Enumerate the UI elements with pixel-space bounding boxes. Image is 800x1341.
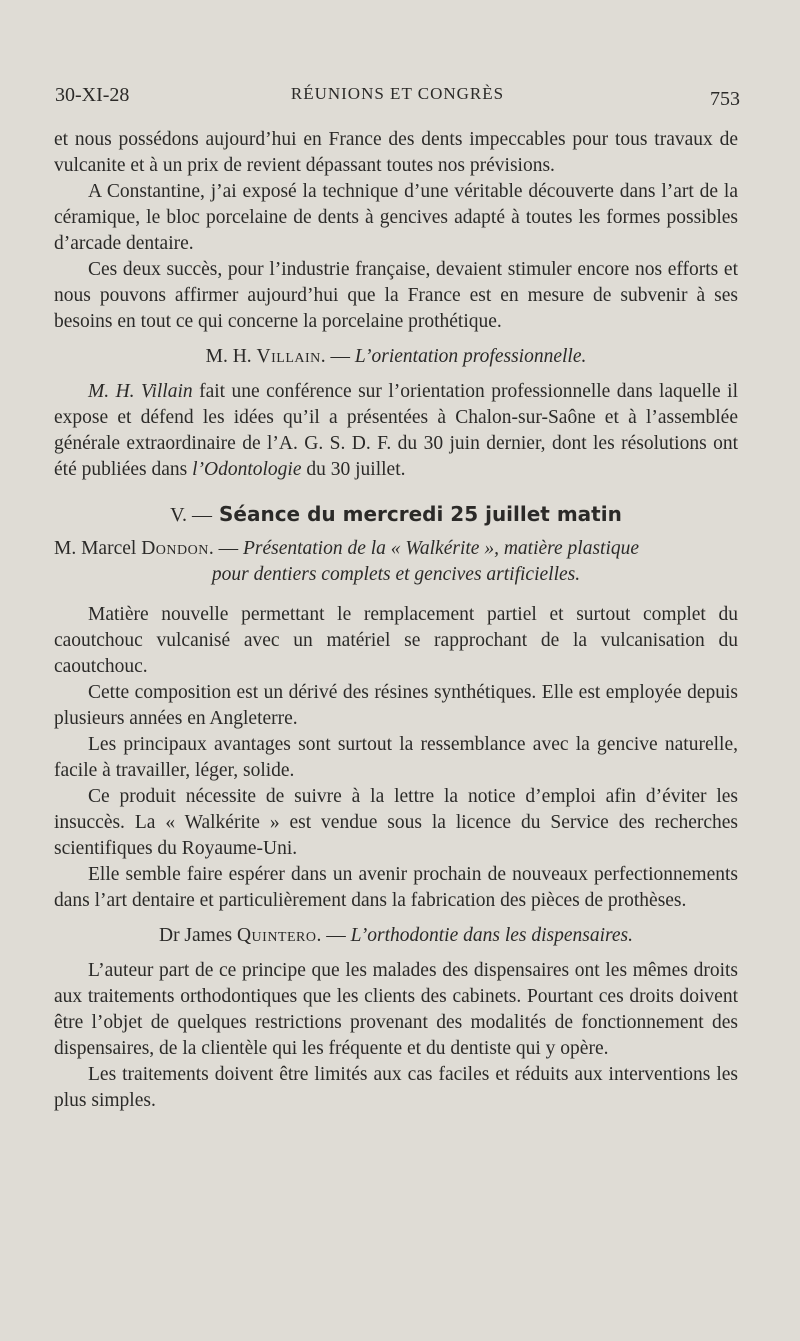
paragraph-3: Ces deux succès, pour l’industrie française, devaient stimuler encore nos efforts et nous pouvons affirmer aujourd’hui que la France est en mesure de subvenir à ses besoins en tout ce qui concerne la porcelaine prothétique.	[54, 259, 738, 332]
paragraph-8: Ce produit nécessite de suivre à la lettre la notice d’emploi afin d’éviter les insuccès. La « Walkérite » est vendue sous la licence du Service des recherches scientifiques du Royaume-Uni.	[54, 786, 738, 859]
section-title: Séance du mercredi 25 juillet matin	[219, 502, 622, 526]
talk-title-line-2: pour dentiers complets et gencives artificielles.	[211, 564, 581, 585]
paragraph-7: Les principaux avantages sont surtout la ressemblance avec la gencive naturelle, facile à travailler, léger, solide.	[54, 734, 738, 781]
talk-author-prefix: M. Marcel	[54, 538, 137, 559]
speaker-name: M. H. Villain	[88, 381, 193, 402]
paragraph-11: Les traitements doivent être limités aux cas faciles et réduits aux interventions les plus simples.	[54, 1064, 738, 1111]
talk-dash: . —	[316, 925, 346, 946]
paragraph-4-tail: du 30 juillet.	[301, 459, 406, 480]
page-number: 753	[710, 88, 740, 110]
section-heading	[54, 501, 738, 528]
section-number: V. —	[170, 504, 213, 526]
paragraph-4-text: fait une conférence sur l’orientation professionnelle dans laquelle il expose et défend les idées qu’il a présentées à Chalon-sur-Saône et à l’assemblée générale extraordinaire de l’A. G. S. D. F. du 30 juin dernier, dont les résolutions ont été publiées dans	[54, 381, 738, 480]
talk-author-prefix: M. H.	[205, 346, 252, 367]
paragraph-9: Elle semble faire espérer dans un avenir prochain de nouveaux perfectionnements dans l’art dentaire et particulièrement dans la fabrication des pièces de prothèses.	[54, 864, 738, 911]
running-header	[55, 84, 740, 114]
paragraph-10: L’auteur part de ce principe que les malades des dispensaires ont les mêmes droits aux traitements orthodontiques que les clients des cabinets. Pourtant ces droits doivent être l’objet de quelques restrictions provenant des modalités de fonctionnement des dispensaires, de la clientèle qui les fréquente et du dentiste qui y opère.	[54, 960, 738, 1059]
talk-author-prefix: Dr James	[158, 925, 233, 946]
paragraph-4	[54, 379, 738, 483]
page-body	[54, 127, 738, 1114]
talk-heading-villain	[54, 344, 738, 370]
talk-author-name: Villain	[256, 346, 321, 367]
journal-name: l’Odontologie	[192, 459, 302, 480]
paragraph-6: Cette composition est un dérivé des résines synthétiques. Elle est employée depuis plusieurs années en Angleterre.	[54, 682, 738, 729]
talk-author-name: Quintero	[236, 925, 317, 946]
talk-dash: . —	[208, 538, 239, 559]
paragraph-1: et nous possédons aujourd’hui en France des dents impeccables pour tous travaux de vulcanite et à un prix de revient dépassant toutes nos prévisions.	[54, 129, 738, 176]
talk-title: L’orthodontie dans les dispensaires.	[350, 925, 634, 946]
paragraph-5: Matière nouvelle permettant le remplacement partiel et surtout complet du caoutchouc vulcanisé avec un matériel se rapprochant de la vulcanisation du caoutchouc.	[54, 604, 738, 677]
talk-title: L’orientation professionnelle.	[354, 346, 587, 367]
talk-author-name: Dondon	[141, 538, 209, 559]
handwritten-date: 30-XI-28	[55, 84, 130, 106]
talk-title-line-1: Présentation de la « Walkérite », matière plastique	[242, 538, 640, 559]
paragraph-2: A Constantine, j’ai exposé la technique d’une véritable découverte dans l’art de la céramique, le bloc porcelaine de dents à gencives adapté à toutes les formes possibles d’arcade dentaire.	[54, 181, 738, 254]
talk-heading-dondon	[54, 536, 738, 588]
talk-heading-quintero	[54, 923, 738, 949]
running-title: RÉUNIONS ET CONGRÈS	[290, 84, 505, 103]
talk-dash: . —	[320, 346, 351, 367]
